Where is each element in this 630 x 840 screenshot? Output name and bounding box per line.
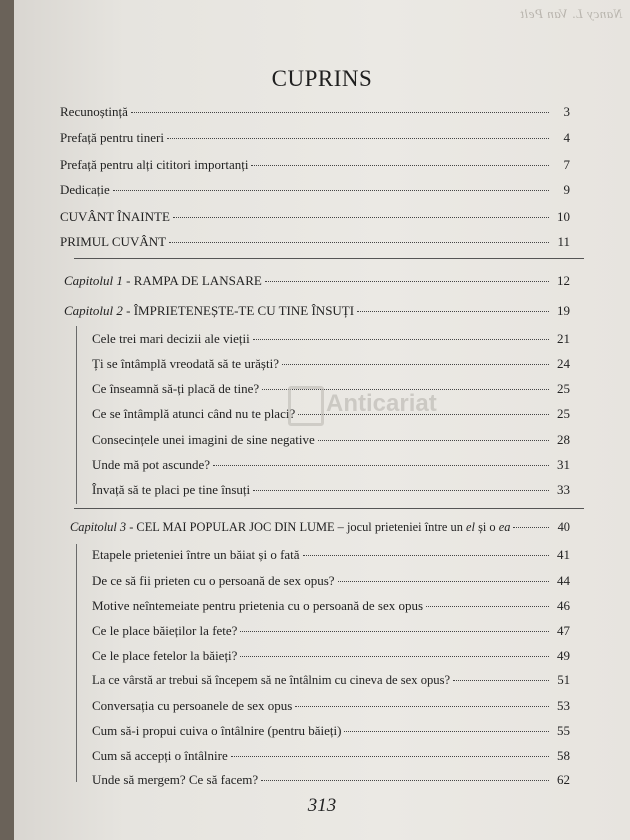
toc-entry-page: 11 bbox=[557, 234, 570, 249]
toc-entry-page: 9 bbox=[563, 182, 570, 197]
leader-dots bbox=[295, 706, 549, 707]
divider bbox=[74, 258, 584, 259]
bleed-through-header: Nancy L. Van Pelt bbox=[519, 6, 622, 21]
section-label: Cum să accepți o întâlnire bbox=[92, 748, 228, 763]
chapter-page: 40 bbox=[557, 520, 570, 534]
section-page: 46 bbox=[557, 598, 570, 613]
section-label: Unde mă pot ascunde? bbox=[92, 457, 211, 472]
section-page: 25 bbox=[557, 381, 570, 396]
section-label: Cum să-i propui cuiva o întâlnire (pentru băieți) bbox=[92, 723, 342, 738]
section-entry bbox=[92, 772, 570, 790]
section-entry bbox=[92, 648, 570, 666]
toc-entry-page: 3 bbox=[563, 104, 570, 119]
leader-dots bbox=[426, 606, 549, 607]
chapter-prefix: Capitolul 3 bbox=[70, 520, 127, 534]
section-entry bbox=[92, 723, 570, 741]
section-entry bbox=[92, 673, 570, 691]
section-label: Cele trei mari decizii ale vieții bbox=[92, 331, 250, 346]
section-label: Ce le place băieților la fete? bbox=[92, 623, 238, 638]
section-page: 31 bbox=[557, 457, 570, 472]
section-entry bbox=[92, 331, 570, 349]
toc-entry-page: 10 bbox=[557, 209, 570, 224]
section-page: 55 bbox=[557, 723, 570, 738]
toc-entry bbox=[60, 234, 570, 252]
section-page: 28 bbox=[557, 432, 570, 447]
page-title: CUPRINS bbox=[271, 66, 373, 91]
section-page: 25 bbox=[557, 406, 570, 421]
section-entry bbox=[92, 457, 570, 475]
leader-dots bbox=[453, 680, 549, 681]
toc-entry-label: Recunoștință bbox=[60, 104, 128, 119]
toc-entry bbox=[60, 157, 570, 175]
leader-dots bbox=[253, 490, 549, 491]
chapter-page: 12 bbox=[557, 273, 570, 288]
section-entry bbox=[92, 573, 570, 591]
leader-dots bbox=[169, 242, 549, 243]
toc-entry-label: Prefață pentru alți cititori importanți bbox=[60, 157, 249, 172]
toc-entry-page: 4 bbox=[563, 130, 570, 145]
chapter-label bbox=[64, 273, 262, 289]
watermark-logo bbox=[282, 378, 437, 438]
section-page: 62 bbox=[557, 772, 570, 787]
toc-entry-label: Prefață pentru tineri bbox=[60, 130, 164, 145]
section-entry bbox=[92, 698, 570, 716]
section-page: 47 bbox=[557, 623, 570, 638]
section-label: Motive neîntemeiate pentru prietenia cu o persoană de sex opus bbox=[92, 598, 424, 613]
section-bracket bbox=[76, 544, 77, 782]
chapter-title-mid: și o bbox=[474, 520, 499, 534]
section-page: 33 bbox=[557, 482, 570, 497]
leader-dots bbox=[240, 656, 549, 657]
leader-dots bbox=[167, 138, 549, 139]
chapter-prefix: Capitolul 2 bbox=[64, 303, 123, 318]
chapter-prefix: Capitolul 1 bbox=[64, 273, 123, 288]
chapter-entry bbox=[64, 303, 570, 321]
leader-dots bbox=[282, 364, 549, 365]
toc-entry bbox=[60, 130, 570, 148]
toc-entry bbox=[60, 209, 570, 227]
divider bbox=[74, 508, 584, 509]
section-page: 44 bbox=[557, 573, 570, 588]
section-page: 21 bbox=[557, 331, 570, 346]
toc-entry-label: Dedicație bbox=[60, 182, 110, 197]
section-label: Ce le place fetelor la băieți? bbox=[92, 648, 238, 663]
section-label: De ce să fii prieten cu o persoană de sex opus? bbox=[92, 573, 335, 588]
toc-entry-label: CUVÂNT ÎNAINTE bbox=[60, 209, 170, 224]
leader-dots bbox=[265, 281, 549, 282]
section-page: 49 bbox=[557, 648, 570, 663]
watermark-text: Anticariat bbox=[326, 390, 437, 417]
leader-dots bbox=[251, 165, 549, 166]
chapter-entry bbox=[70, 520, 570, 538]
leader-dots bbox=[513, 527, 549, 528]
section-label: Conversația cu persoanele de sex opus bbox=[92, 698, 293, 713]
leader-dots bbox=[173, 217, 549, 218]
leader-dots bbox=[253, 339, 549, 340]
leader-dots bbox=[240, 631, 549, 632]
section-label: Unde să mergem? Ce să facem? bbox=[92, 772, 259, 787]
page-number: 313 bbox=[307, 795, 337, 816]
section-page: 58 bbox=[557, 748, 570, 763]
section-entry bbox=[92, 482, 570, 500]
leader-dots bbox=[231, 756, 549, 757]
chapter-label bbox=[70, 520, 510, 535]
section-entry bbox=[92, 356, 570, 374]
leader-dots bbox=[261, 780, 549, 781]
leader-dots bbox=[131, 112, 549, 113]
leader-dots bbox=[344, 731, 549, 732]
toc-entry bbox=[60, 182, 570, 200]
toc-entry-label: PRIMUL CUVÂNT bbox=[60, 234, 167, 249]
section-label: Ți se întâmplă vreodată să te urăști? bbox=[92, 356, 279, 371]
section-label: La ce vârstă ar trebui să începem să ne întâlnim cu cineva de sex opus? bbox=[92, 673, 451, 687]
section-page: 53 bbox=[557, 698, 570, 713]
watermark-icon bbox=[288, 386, 324, 426]
chapter-entry bbox=[64, 273, 570, 291]
toc-entry bbox=[60, 104, 570, 122]
section-entry bbox=[92, 547, 570, 565]
section-label: Învață să te placi pe tine însuți bbox=[92, 482, 251, 497]
leader-dots bbox=[113, 190, 549, 191]
section-label: Ce înseamnă să-ți placă de tine? bbox=[92, 381, 260, 396]
section-bracket bbox=[76, 326, 77, 504]
leader-dots bbox=[338, 581, 549, 582]
section-entry bbox=[92, 748, 570, 766]
leader-dots bbox=[318, 440, 549, 441]
section-entry bbox=[92, 623, 570, 641]
chapter-page: 19 bbox=[557, 303, 570, 318]
leader-dots bbox=[357, 311, 549, 312]
leader-dots bbox=[213, 465, 549, 466]
leader-dots bbox=[303, 555, 549, 556]
section-label: Ce se întâmplă atunci când nu te placi? bbox=[92, 406, 296, 421]
section-entry bbox=[92, 598, 570, 616]
chapter-title: - CEL MAI POPULAR JOC DIN LUME – jocul prieteniei între un bbox=[126, 520, 467, 534]
section-page: 51 bbox=[557, 673, 570, 687]
section-label: Consecințele unei imagini de sine negative bbox=[92, 432, 315, 447]
chapter-title: - RAMPA DE LANSARE bbox=[122, 273, 262, 288]
chapter-title-ea: ea bbox=[498, 520, 511, 534]
chapter-title: - ÎMPRIETENEȘTE-TE CU TINE ÎNSUȚI bbox=[122, 303, 355, 318]
chapter-label bbox=[64, 303, 354, 319]
chapter-title-el: el bbox=[466, 520, 475, 534]
section-label: Etapele prieteniei între un băiat și o fată bbox=[92, 547, 300, 562]
toc-entry-page: 7 bbox=[563, 157, 570, 172]
section-page: 24 bbox=[557, 356, 570, 371]
section-page: 41 bbox=[557, 547, 570, 562]
book-page bbox=[14, 0, 630, 840]
